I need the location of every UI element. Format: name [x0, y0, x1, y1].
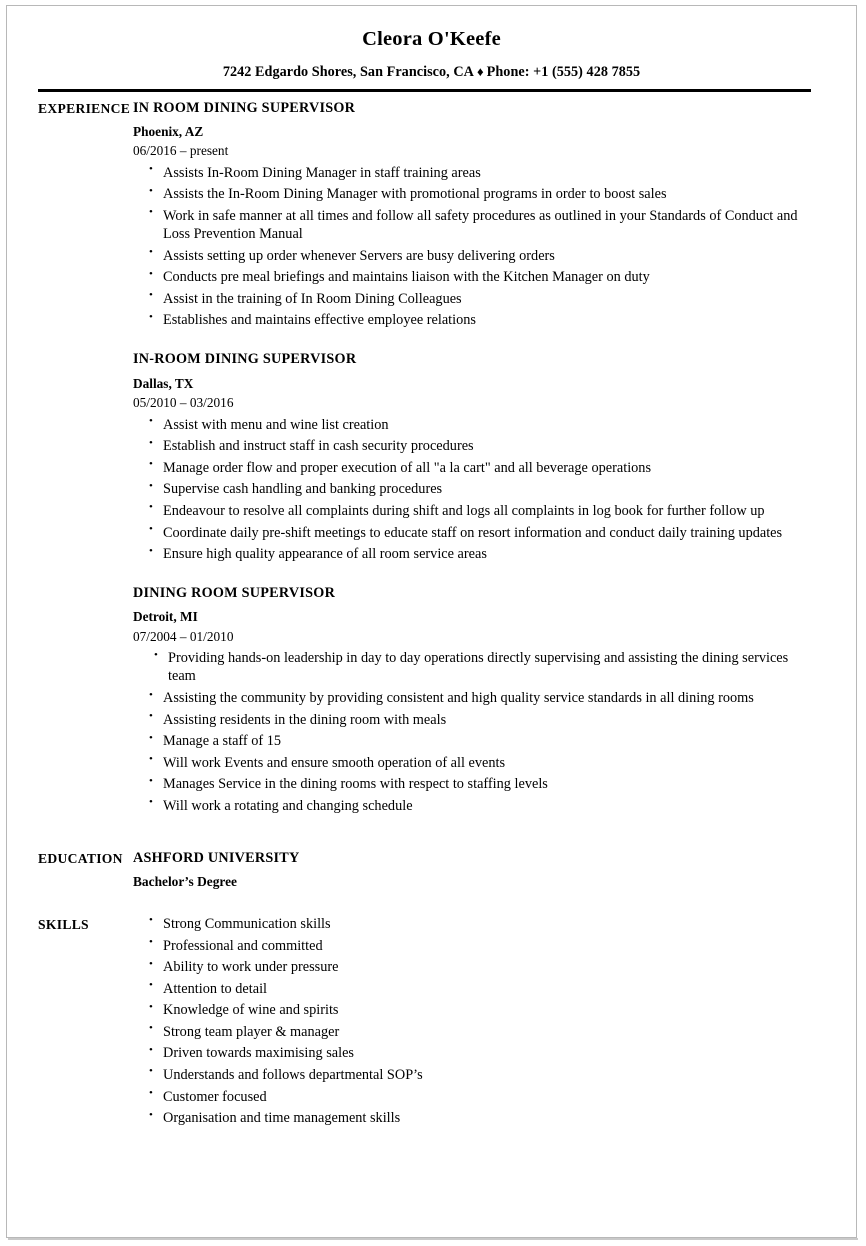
job-bullet: • Assist with menu and wine list creation [133, 416, 816, 434]
resume-page [6, 5, 857, 1238]
skills-entries [132, 915, 856, 1127]
job-bullet: • Assists the In-Room Dining Manager with promotional programs in order to boost sales [133, 185, 816, 203]
skills-bullet-list [133, 915, 816, 1127]
resume-page-inner [7, 6, 856, 1237]
job-bullet: • Coordinate daily pre-shift meetings to educate staff on resort information and conduct daily training updates [133, 524, 816, 542]
education-degree: Bachelor’s Degree [133, 874, 237, 890]
education-school: ASHFORD UNIVERSITY [133, 850, 300, 866]
section-label-education: EDUCATION [38, 851, 123, 866]
job-dates: 07/2004 – 01/2010 [133, 628, 234, 644]
job-bullet: • Manages Service in the dining rooms with respect to staffing levels [133, 775, 816, 793]
section-label-skills: SKILLS [38, 916, 89, 932]
job-bullet: • Assists setting up order whenever Servers are busy delivering orders [133, 247, 816, 265]
job-title: IN-ROOM DINING SUPERVISOR [133, 351, 357, 368]
job-entry [133, 584, 816, 815]
skill-item: • Ability to work under pressure [133, 958, 816, 976]
skill-item: • Attention to detail [133, 980, 816, 998]
skill-item: • Knowledge of wine and spirits [133, 1001, 816, 1019]
job-bullet: • Ensure high quality appearance of all room service areas [133, 545, 816, 563]
job-location: Phoenix, AZ [133, 123, 204, 139]
job-bullet-list [133, 164, 816, 330]
job-spacer [133, 563, 816, 584]
contact-address: 7242 Edgardo Shores, San Francisco, CA [222, 63, 474, 80]
section-label-experience: EXPERIENCE [38, 100, 131, 116]
job-bullet: • Endeavour to resolve all complaints during shift and logs all complaints in log book for further follow up [133, 502, 816, 520]
contact-line [7, 64, 856, 81]
experience-entries [132, 99, 856, 815]
section-education [7, 849, 856, 892]
skill-item: • Strong Communication skills [133, 915, 816, 933]
job-bullet: • Will work Events and ensure smooth operation of all events [133, 754, 816, 772]
job-location: Detroit, MI [133, 609, 198, 625]
job-bullet: • Supervise cash handling and banking procedures [133, 480, 816, 498]
job-bullet: • Providing hands-on leadership in day to day operations directly supervising and assisting the dining services team [133, 649, 816, 685]
job-title: DINING ROOM SUPERVISOR [133, 585, 336, 602]
education-entries [132, 849, 856, 892]
job-bullet-list [133, 416, 816, 564]
job-entry [133, 99, 816, 330]
job-bullet: • Establish and instruct staff in cash security procedures [133, 437, 816, 455]
skill-item: • Organisation and time management skills [133, 1109, 816, 1127]
job-bullet: • Work in safe manner at all times and follow all safety procedures as outlined in your Standards of Conduct and Loss Prevention Manual [133, 207, 816, 243]
diamond-separator-icon: ♦ [476, 63, 484, 79]
section-skills [7, 915, 856, 1127]
job-bullet: • Assist in the training of In Room Dining Colleagues [133, 290, 816, 308]
job-bullet: • Manage order flow and proper execution of all "a la cart" and all beverage operations [133, 459, 816, 477]
job-dates: 06/2016 – present [133, 143, 229, 159]
contact-phone: Phone: +1 (555) 428 7855 [486, 63, 641, 80]
job-bullet-list [133, 649, 816, 815]
skill-item: • Professional and committed [133, 937, 816, 955]
job-bullet: • Establishes and maintains effective employee relations [133, 311, 816, 329]
job-bullet: • Conducts pre meal briefings and maintains liaison with the Kitchen Manager on duty [133, 268, 816, 286]
skill-item: • Strong team player & manager [133, 1023, 816, 1041]
skill-item: • Driven towards maximising sales [133, 1044, 816, 1062]
job-location: Dallas, TX [133, 375, 194, 391]
skill-item: • Understands and follows departmental SOP’s [133, 1066, 816, 1084]
job-bullet: • Assisting residents in the dining room with meals [133, 711, 816, 729]
job-bullet: • Manage a staff of 15 [133, 732, 816, 750]
candidate-name: Cleora O'Keefe [362, 28, 501, 50]
section-experience [7, 99, 856, 815]
job-dates: 05/2010 – 03/2016 [133, 395, 234, 411]
job-bullet: • Will work a rotating and changing schedule [133, 797, 816, 815]
job-bullet: • Assisting the community by providing consistent and high quality service standards in all dining rooms [133, 689, 816, 707]
skill-item: • Customer focused [133, 1088, 816, 1106]
resume-body [7, 81, 856, 1128]
job-title: IN ROOM DINING SUPERVISOR [133, 99, 356, 116]
resume-header [7, 6, 856, 81]
job-spacer [133, 329, 816, 350]
job-entry [133, 350, 816, 563]
job-bullet: • Assists In-Room Dining Manager in staff training areas [133, 164, 816, 182]
